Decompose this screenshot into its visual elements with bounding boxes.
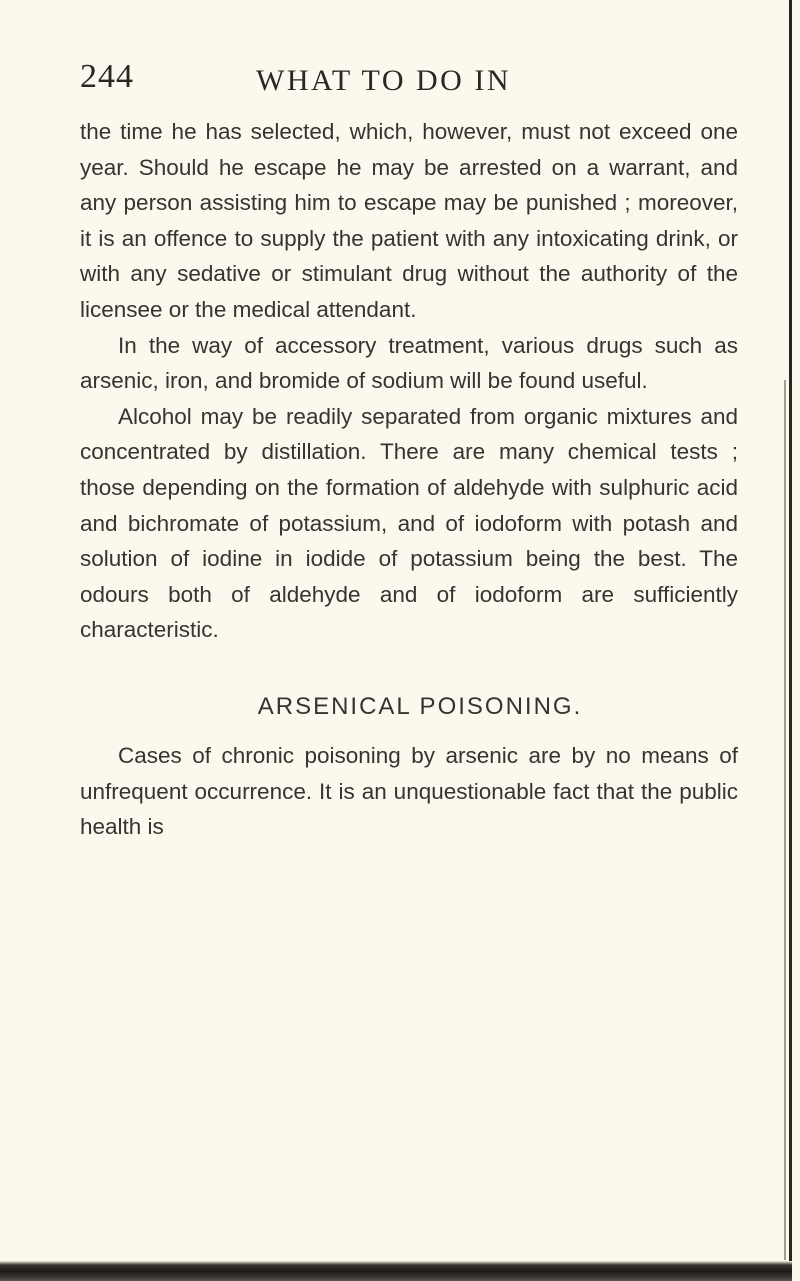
- paragraph-arsenic-cases: Cases of chronic poisoning by arsenic are by no means of unfrequent occurrence. It is an unquestionable fact that the public health is: [80, 743, 738, 840]
- page-edge-line: [784, 380, 786, 1260]
- page-header: [80, 58, 760, 102]
- paragraph-alcohol-tests: Alcohol may be readily separated from organic mixtures and concentrated by distillation. There are many chemical tests ; those depending on the formation of aldehyde with sulphuric acid and bichromate of potassium, and of iodoform with potash and solution of iodine in iodide of potassium being the best. The odours both of aldehyde and of iodoform are sufficiently characteristic.: [80, 403, 738, 643]
- page-number: 244: [80, 58, 134, 95]
- body-text: [80, 114, 738, 648]
- section-body-text: [80, 738, 738, 845]
- paragraph-continuation: the time he has selected, which, however, must not exceed one year. Should he escape he may be arrested on a warrant, and any person assisting him to escape may be punished ; moreover, it is an offence to supply the patient with any intoxicating drink, or with any sedative or stimulant drug without the authority of the licensee or the medical attendant.: [80, 119, 738, 322]
- page-bottom-edge: [0, 1261, 792, 1281]
- paragraph-accessory-treatment: In the way of accessory treatment, various drugs such as arsenic, iron, and bromide of sodium will be found useful.: [80, 332, 738, 394]
- section-heading: ARSENICAL POISONING.: [257, 693, 583, 720]
- page-edge-shadow: [789, 0, 792, 1266]
- running-head: WHAT TO DO IN: [256, 64, 511, 97]
